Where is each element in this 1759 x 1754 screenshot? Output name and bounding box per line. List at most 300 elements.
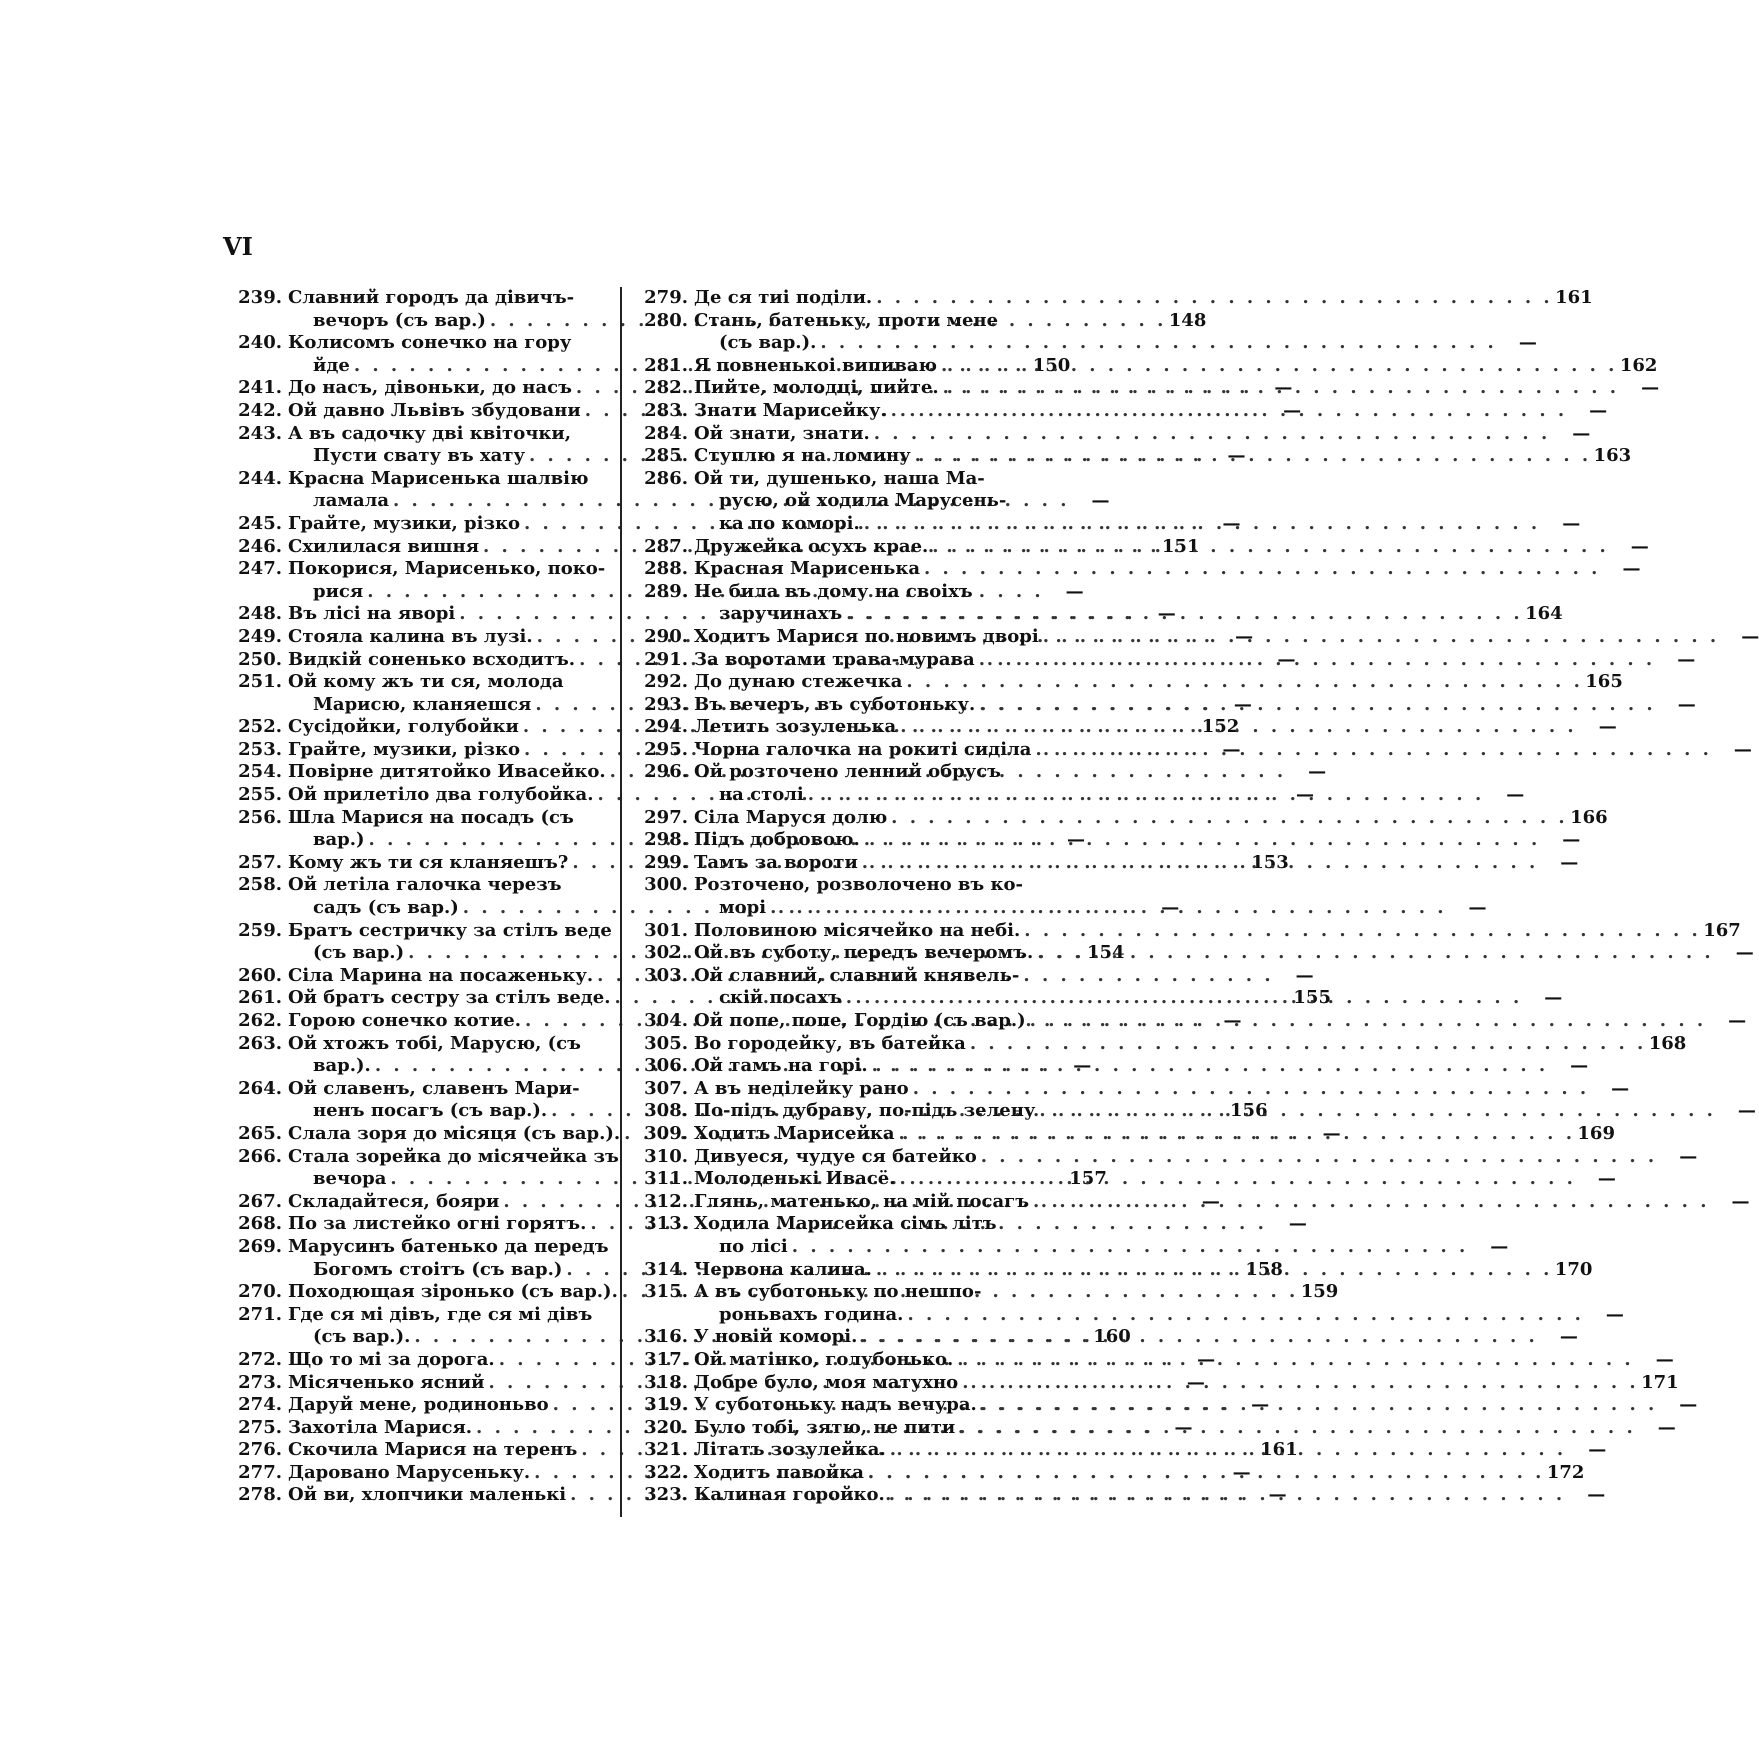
toc-entry-page: — — [1679, 1145, 1698, 1167]
leader-dots — [896, 716, 1576, 739]
toc-entry-page: 161 — [1260, 1439, 1298, 1461]
toc-entry-line — [628, 1461, 1585, 1485]
leader-dots — [868, 1055, 1548, 1078]
toc-entry — [628, 399, 1608, 423]
toc-entry-title: А въ неділейку рано — [694, 1077, 909, 1099]
toc-entry-title: Марусинъ батенько да передъ — [288, 1235, 609, 1257]
toc-entry-number: 298. — [644, 829, 688, 851]
toc-entry — [628, 648, 1696, 672]
toc-entry-number: 277. — [238, 1461, 282, 1483]
toc-entry-page: — — [1589, 399, 1608, 421]
toc-entry-line — [628, 806, 1608, 830]
toc-entry-line — [628, 1281, 1017, 1304]
toc-entry-number: 261. — [238, 987, 282, 1009]
leader-dots — [885, 1484, 1565, 1507]
toc-entry — [628, 1348, 1674, 1372]
leader-dots — [857, 1326, 1537, 1349]
leader-dots — [953, 1349, 1633, 1372]
toc-entry-title: Грайте, музики, різко — [288, 738, 520, 760]
toc-entry-number: 289. — [644, 580, 688, 602]
toc-entry-line — [628, 1010, 1747, 1033]
toc-entry-title: Червона калина. — [694, 1258, 872, 1280]
toc-entry — [628, 1371, 1679, 1395]
toc-entry-title: Скочила Марися на теренъ — [288, 1439, 578, 1461]
toc-entry-title: Ступлю я на ломину — [694, 445, 911, 467]
toc-entry-title: вар.). — [313, 1055, 371, 1077]
leader-dots — [955, 1417, 1635, 1440]
toc-entry-number: 283. — [644, 399, 688, 421]
toc-entry-title: За воротами трава-мурава — [694, 648, 975, 670]
toc-entry — [628, 1077, 1630, 1101]
toc-entry-title: Ой прилетіло два голубойка. — [288, 784, 594, 806]
toc-entry-number: 280. — [644, 309, 688, 331]
toc-entry-title: Сіла Маруся долю — [694, 806, 888, 828]
toc-entry-page: — — [1611, 1077, 1630, 1099]
toc-entry-number: 312. — [644, 1190, 688, 1212]
toc-entry-line — [628, 671, 1623, 694]
toc-entry-number: 322. — [644, 1461, 688, 1483]
toc-entry-number: 272. — [238, 1348, 282, 1370]
toc-entry-title: Чорна галочка на рокиті сиділа — [694, 738, 1032, 760]
toc-entry-title: Ой летіла галочка черезъ — [288, 874, 562, 896]
toc-entry-number: 297. — [644, 806, 688, 828]
toc-entry-page: 165 — [1585, 671, 1623, 693]
toc-entry-number: 249. — [238, 625, 282, 647]
toc-entry — [628, 738, 1752, 762]
toc-entry-number: 274. — [238, 1394, 282, 1416]
toc-entry-line — [628, 1394, 1698, 1417]
toc-entry-page: — — [1277, 648, 1296, 670]
toc-entry-title: Ой славенъ, славенъ Мари- — [288, 1077, 580, 1099]
toc-entry-title: Стала зорейка до місячейка зъ — [288, 1145, 619, 1167]
toc-entry-number: 266. — [238, 1145, 282, 1167]
toc-entry-title: Красна Марисенька шалвію — [288, 467, 589, 489]
toc-entry-title: Даруй мене, родиноньво — [288, 1394, 549, 1416]
toc-entry-page: 161 — [1555, 287, 1593, 308]
toc-entry-title: рися — [313, 580, 364, 602]
leader-dots — [909, 1078, 1589, 1101]
toc-entry-number: 252. — [238, 716, 282, 738]
toc-entry-line — [222, 807, 613, 830]
leader-dots — [1020, 920, 1700, 943]
toc-entry-title: Видкій соненько всходитъ. — [288, 648, 576, 670]
toc-entry — [628, 1394, 1698, 1417]
toc-entry — [628, 1213, 1509, 1258]
leader-dots — [1029, 1191, 1709, 1214]
toc-entry-number: 286. — [644, 467, 688, 489]
toc-entry-title: Добре було, моя матухно — [694, 1371, 959, 1393]
toc-entry-page: 156 — [1230, 1100, 1268, 1122]
toc-entry-page: — — [1268, 1484, 1287, 1506]
toc-entry-title: Ой тамъ на горі. — [694, 1055, 868, 1077]
toc-entry-page: — — [1570, 1055, 1589, 1077]
toc-entry-page: — — [1161, 897, 1180, 919]
toc-entry-number: 309. — [644, 1122, 688, 1144]
toc-entry-page: 169 — [1577, 1122, 1615, 1144]
toc-entry-title: Дружейка осухъ крае. — [694, 535, 929, 557]
toc-entry-title: До дунаю стежечка — [694, 671, 903, 693]
toc-entry — [628, 919, 1741, 943]
toc-entry-number: 285. — [644, 445, 688, 467]
toc-entry-number: 317. — [644, 1348, 688, 1370]
toc-entry-line — [222, 1033, 613, 1056]
toc-entry-line — [628, 581, 1017, 604]
toc-entry-title: Підъ добровою. — [694, 829, 860, 851]
toc-entry-number: 313. — [644, 1213, 688, 1235]
toc-entry-page: — — [1572, 422, 1591, 444]
toc-entry-line — [628, 761, 1017, 784]
toc-entry-page: — — [1295, 964, 1314, 986]
toc-entry-title: (съ вар.). — [313, 1326, 411, 1348]
toc-entry-title: Місяченько ясний — [288, 1371, 485, 1393]
toc-entry-page: — — [1201, 1190, 1220, 1212]
toc-entry-title: Схилилася вишня — [288, 535, 480, 557]
toc-entry-title: Славний городъ да дівичъ- — [288, 287, 575, 308]
toc-entry-page: 150 — [1032, 354, 1071, 376]
toc-entry-title: Половиною місячейко на небі. — [694, 919, 1021, 941]
toc-entry-number: 281. — [644, 354, 688, 376]
toc-entry-line — [628, 512, 1581, 536]
toc-entry-line — [628, 1055, 1589, 1078]
toc-entry — [628, 558, 1641, 581]
toc-entry-number: 319. — [644, 1394, 688, 1416]
toc-entry-line — [222, 468, 613, 491]
leader-dots — [902, 671, 1582, 694]
toc-entry-number: 299. — [644, 851, 688, 873]
toc-entry — [628, 1416, 1676, 1440]
toc-entry-page: — — [1622, 558, 1641, 580]
toc-entry — [628, 806, 1608, 830]
toc-entry-line — [222, 1078, 613, 1101]
toc-entry-title: вечора — [313, 1168, 387, 1190]
leader-dots — [886, 1439, 1566, 1462]
toc-entry-number: 267. — [238, 1190, 282, 1212]
toc-entry-title: по лісі — [719, 1235, 788, 1257]
toc-entry-title: Сіла Марина на посаженьку. — [288, 964, 594, 986]
toc-entry-line — [222, 874, 613, 897]
toc-entry-number: 248. — [238, 603, 282, 625]
toc-entry-page: — — [1562, 512, 1581, 534]
toc-entry-number: 255. — [238, 784, 282, 806]
toc-entry-number: 278. — [238, 1484, 282, 1506]
toc-entry-title: садъ (съ вар.) — [313, 897, 459, 919]
toc-entry-number: 311. — [644, 1168, 688, 1190]
toc-entry-page: — — [1091, 490, 1110, 512]
leader-dots — [911, 445, 1591, 468]
toc-entry-title: Дивуеся, чудуе ся батейко — [694, 1145, 977, 1167]
toc-entry-number: 276. — [238, 1439, 282, 1461]
toc-entry — [628, 467, 1581, 536]
toc-entry-title: Ой розточено ленний обрусъ — [694, 761, 1001, 783]
toc-entry-title: Походющая зіронько (съ вар.). — [288, 1281, 618, 1303]
toc-entry-number: 250. — [238, 648, 282, 670]
toc-entry-title: Ой попе, попе, Гордію (съ вар.) — [694, 1010, 1026, 1031]
toc-entry-line — [222, 1145, 619, 1169]
toc-entry-page: — — [1731, 1190, 1750, 1212]
toc-entry-number: 265. — [238, 1122, 282, 1144]
leader-dots — [937, 355, 1617, 378]
leader-dots — [872, 1259, 1552, 1282]
leader-dots — [895, 1123, 1575, 1146]
toc-entry-title: Въ вечеръ, въ суботоньку. — [694, 693, 976, 715]
toc-entry — [628, 1032, 1687, 1056]
toc-entry-number: 275. — [238, 1416, 282, 1438]
toc-entry-line — [628, 784, 1525, 807]
toc-entry-number: 258. — [238, 874, 282, 896]
toc-entry-number: 321. — [644, 1439, 688, 1461]
toc-entry-number: 243. — [238, 422, 282, 444]
toc-entry-line — [628, 1303, 1624, 1327]
toc-entry-number: 318. — [644, 1371, 688, 1393]
toc-entry-number: 293. — [644, 693, 688, 715]
toc-entry-line — [628, 1348, 1674, 1372]
toc-entry-title: Ходитъ Марисейка — [694, 1122, 895, 1144]
leader-dots — [887, 807, 1567, 830]
toc-entry-number: 316. — [644, 1326, 688, 1348]
leader-dots — [958, 1372, 1638, 1395]
toc-entry-title: Що то мі за дорога. — [288, 1348, 495, 1370]
toc-entry-page: 163 — [1593, 445, 1632, 467]
toc-entry — [628, 445, 1632, 468]
toc-entry-number: 247. — [238, 558, 282, 580]
toc-entry-line — [628, 1190, 1750, 1214]
toc-entry-page: — — [1737, 1100, 1756, 1122]
toc-entry-page: — — [1560, 851, 1579, 873]
toc-entry-number: 269. — [238, 1235, 282, 1257]
toc-entry-title: Шла Марися на посадъ (съ — [288, 806, 574, 828]
toc-entry-title: ненъ посагъ (съ вар.). — [313, 1100, 548, 1122]
leader-dots — [872, 287, 1552, 310]
toc-entry-title: Ходила Марисейка сімь літъ — [694, 1213, 997, 1235]
toc-entry-number: 259. — [238, 919, 282, 941]
leader-dots — [903, 1304, 1583, 1327]
toc-entry-page: — — [1597, 1168, 1616, 1190]
toc-entry-line — [628, 738, 1752, 762]
toc-entry-title: морі — [719, 897, 767, 919]
leader-dots — [939, 377, 1619, 400]
toc-entry-page: — — [1295, 784, 1314, 806]
toc-entry-number: 301. — [644, 919, 688, 941]
toc-entry-number: 294. — [644, 716, 688, 738]
toc-entry — [628, 1461, 1585, 1485]
toc-entry-number: 300. — [644, 874, 688, 896]
toc-entry-page: 166 — [1570, 806, 1608, 828]
toc-entry-line — [628, 1032, 1687, 1056]
leader-dots — [975, 649, 1655, 672]
leader-dots — [1033, 942, 1713, 965]
toc-entry-page: 151 — [1161, 535, 1200, 557]
toc-entry-line — [628, 1371, 1679, 1395]
toc-entry-title: Грайте, музики, різко — [288, 512, 520, 534]
toc-entry-number: 279. — [644, 287, 688, 308]
toc-entry-number: 304. — [644, 1010, 688, 1031]
toc-entry-page: 170 — [1554, 1258, 1593, 1280]
toc-entry-title: Покорися, Марисенько, поко- — [288, 558, 606, 580]
toc-entry-number: 254. — [238, 761, 282, 783]
leader-dots — [870, 423, 1550, 446]
toc-entry-title: вечоръ (съ вар.) — [313, 309, 486, 331]
toc-entry-page: — — [1223, 1010, 1242, 1031]
toc-entry-page: 153 — [1251, 851, 1289, 873]
toc-entry-page: — — [1073, 1055, 1092, 1077]
leader-dots — [788, 1236, 1468, 1259]
toc-entry-number: 271. — [238, 1303, 282, 1325]
toc-entry-title: вар.) — [313, 829, 365, 851]
leader-dots — [928, 536, 1608, 559]
toc-entry — [628, 671, 1623, 694]
toc-entry-page: — — [1506, 784, 1525, 806]
leader-dots — [804, 784, 1484, 807]
toc-entry-title: Розточено, розволочено въ ко- — [694, 874, 1023, 896]
toc-entry-title: А въ суботоньку по нешпо- — [694, 1281, 982, 1303]
toc-entry-title: Въ лісі на яворі — [288, 603, 456, 625]
toc-entry — [628, 422, 1591, 446]
toc-entry — [628, 1122, 1615, 1146]
leader-dots — [1035, 1100, 1715, 1123]
column-divider — [620, 287, 622, 1517]
toc-entry-page: — — [1587, 1484, 1606, 1506]
toc-entry-title: Ой кому жъ ти ся, молода — [288, 671, 564, 693]
toc-entry-title: Ой братъ сестру за стілъ веде. — [288, 987, 611, 1009]
toc-entry-title: Слала зоря до місяця (съ вар.). — [288, 1122, 621, 1144]
toc-entry-page: — — [1065, 580, 1084, 602]
toc-entry-title: Ходитъ Марися по новимъ дворі — [694, 625, 1039, 647]
toc-entry-number: 260. — [238, 964, 282, 986]
leader-dots — [816, 332, 1496, 355]
toc-entry-number: 303. — [644, 964, 688, 986]
toc-entry — [628, 625, 1759, 649]
toc-entry-line — [628, 603, 1563, 626]
toc-entry-page: — — [1630, 535, 1649, 557]
toc-entry-title: Кому жъ ти ся кланяешъ? — [288, 851, 569, 873]
toc-entry-title: Знати Марисейку. — [694, 399, 887, 421]
toc-entry-title: У суботоньку надъ вечура. — [694, 1394, 977, 1416]
toc-entry-number: 302. — [644, 942, 688, 964]
toc-entry-title: йде — [313, 354, 350, 376]
toc-entry-line — [628, 422, 1591, 446]
toc-entry-page: 168 — [1648, 1032, 1687, 1054]
toc-entry-title: Молоденькі Ивасё. — [694, 1168, 896, 1190]
toc-entry-page: 158 — [1245, 1258, 1283, 1280]
toc-entry-page: — — [1679, 1394, 1698, 1416]
toc-entry — [628, 580, 1563, 626]
toc-entry-line — [628, 1416, 1676, 1440]
toc-entry-number: 268. — [238, 1213, 282, 1235]
leader-dots — [858, 852, 1538, 875]
toc-entry-title: русю, ой ходила Марусень- — [719, 490, 1007, 512]
toc-entry-line — [628, 490, 1017, 513]
toc-entry-number: 241. — [238, 377, 282, 399]
toc-entry-number: 296. — [644, 761, 688, 783]
toc-entry — [628, 287, 1593, 310]
toc-entry-page: — — [1157, 603, 1176, 625]
toc-entry-title: Глянь, матенько, на мій посагъ — [694, 1190, 1030, 1212]
toc-entry-title: Пийте, молодці, пийте. — [694, 377, 939, 399]
toc-entry-title: Марисю, кланяешся — [313, 693, 532, 715]
toc-entry-page: — — [1174, 1416, 1193, 1438]
toc-entry — [628, 377, 1660, 400]
leader-dots — [1026, 1010, 1706, 1033]
toc-entry-number: 306. — [644, 1055, 688, 1077]
toc-entry-title: Ой знати, знати. — [694, 422, 870, 444]
toc-entry-page: 171 — [1641, 1371, 1679, 1393]
toc-entry-page: — — [1222, 512, 1241, 534]
toc-entry-title: Складайтеся, бояри — [288, 1190, 500, 1212]
toc-entry-page: — — [1562, 829, 1581, 851]
toc-entry-line — [222, 1236, 613, 1259]
toc-entry-line — [628, 1145, 1698, 1169]
toc-entry-number: 292. — [644, 671, 688, 693]
toc-entry-title: Во городейку, въ батейка — [694, 1032, 966, 1054]
toc-entry-title: Ой въ суботу, передъ вечеромъ. — [694, 942, 1034, 964]
toc-entry-number: 242. — [238, 399, 282, 421]
toc-entry-number: 240. — [238, 332, 282, 354]
toc-entry — [628, 1055, 1589, 1078]
toc-entry-page: — — [1735, 942, 1754, 964]
toc-entry-number: 244. — [238, 467, 282, 489]
toc-entry-number: 307. — [644, 1077, 688, 1099]
page-number: VI — [223, 232, 253, 261]
toc-entry-title: Ой матінко, голубонько. — [694, 1348, 954, 1370]
toc-entry-number: 288. — [644, 558, 688, 580]
toc-entry-title: Ой давно Львівъ збудовани — [288, 399, 581, 421]
toc-entry-title: Де ся тиі поділи. — [694, 287, 873, 308]
toc-entry-page: 159 — [1300, 1281, 1339, 1303]
toc-entry-page: — — [1518, 332, 1537, 354]
toc-entry-number: 290. — [644, 625, 688, 647]
toc-entry-number: 262. — [238, 1010, 282, 1031]
toc-entry-number: 323. — [644, 1484, 688, 1506]
toc-entry-title: Повірне дитятойко Ивасейко. — [288, 761, 606, 783]
toc-entry-title: (съ вар.) — [313, 942, 405, 964]
toc-entry-number: 291. — [644, 648, 688, 670]
toc-entry-page: 148 — [1168, 309, 1207, 331]
toc-entry-page: 157 — [1069, 1168, 1107, 1190]
toc-entry-line — [628, 897, 1487, 920]
toc-entry-line — [628, 377, 1660, 400]
toc-entry-line — [628, 399, 1608, 423]
leader-dots — [966, 1033, 1646, 1056]
leader-dots — [766, 897, 1446, 920]
toc-entry — [628, 693, 1696, 717]
toc-entry-number: 315. — [644, 1281, 688, 1303]
toc-entry-page: — — [1677, 693, 1696, 715]
toc-entry-number: 256. — [238, 806, 282, 828]
toc-entry-number: 287. — [644, 535, 688, 557]
toc-entry-title: По за листейко огні горятъ. — [288, 1213, 587, 1235]
leader-dots — [864, 1462, 1544, 1485]
toc-entry-page: 152 — [1201, 716, 1240, 738]
toc-entry-number: 308. — [644, 1100, 688, 1122]
toc-entry-title: Пусти свату въ хату — [313, 445, 525, 467]
toc-entry-title: Ой славний, славний княвель- — [694, 964, 1020, 986]
toc-entry — [628, 761, 1525, 806]
leader-dots — [975, 694, 1655, 717]
toc-entry-number: 239. — [238, 287, 282, 308]
toc-entry-title: Ой хтожъ тобі, Марусю, (съ — [288, 1032, 581, 1054]
toc-entry-title: До насъ, дівоньки, до насъ — [288, 377, 572, 399]
toc-entry-number: 270. — [238, 1281, 282, 1303]
toc-entry-line — [222, 920, 613, 943]
toc-entry-page: — — [1641, 377, 1660, 399]
leader-dots — [977, 1394, 1657, 1417]
toc-entry — [628, 1010, 1747, 1033]
toc-entry-title: Братъ сестричку за стілъ веде — [288, 919, 612, 941]
toc-entry-title: Сусідойки, голубойки — [288, 716, 519, 738]
toc-entry-line — [628, 1077, 1630, 1101]
toc-entry-line — [628, 1484, 1606, 1507]
toc-entry-title: Колисомъ сонечко на гору — [288, 332, 572, 354]
